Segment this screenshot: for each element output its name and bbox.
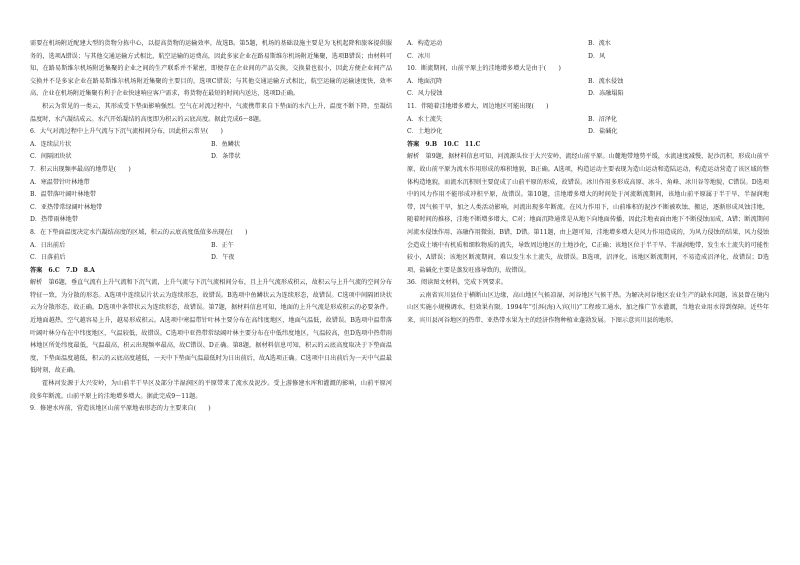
q11-option-a: A．水土流失 [407,115,443,123]
answer-9-11: 答案 9.B 10.C 11.C [407,140,481,148]
question-8: 8．在下垫面温度决定水汽凝结高度的区域，积云的云底高度低值多出现在( ) [30,228,248,236]
passage-huolin-river: 霍林河发源于大兴安岭，为山前半干旱区及部分半湿润区的平原带来了流水及泥沙。受上游修建水库和灌溉的影响，山前平原河段多年断流。山前平原上的洼地增多增大。据此完成9～11题。 [30,380,392,400]
passage-binchuan: 云南省宾川县位于横断山区边缘，高山地区气候凉湿，河谷地区气候干热。为解决河谷地区农业生产的缺水问题，该县曾在境内山区实施小规模调水，但效果有限。1994年“引洱(海)入宾(川)”工程竣工通水，加之推广节水灌溉，当地农业用水得到保障。近些年来，宾川县河谷地区的热带、亚热带水果为主的经济作物种植业蓬勃发展。下图示意宾川县的地形。 [407,291,769,325]
q7-option-b: B．温带落叶阔叶林地带 [30,191,96,199]
question-9-options-row1 [407,38,769,51]
question-9-options-row2 [407,51,769,64]
question-8-options-row2 [30,252,392,265]
q7-option-a: A．寒温带针叶林地带 [30,178,90,186]
left-column [30,38,392,416]
explanation-6-8: 解析 第6题，垂直气流有上升气流和下沉气流，上升气流与下沉气流相间分布，且上升气流形成积云，故积云与上升气流的空间分布特征一致，为分散的形态。A选项中连续层片状云为连续形态，故错误。B选项中鱼鳞状云为连续形态，故错误。C选项中间隔团块状云为分散形态，故正确。D选项中条带状云为连续形态，故错误。第7题，据材料信息可知，地面的上升气流是形成积云的必要条件。近地面越热，空气越容易上升，越易形成积云。A选项中寒温带针叶林主要分布在高纬度地区，地面气温低，故错误。B选项中温带落叶阔叶林分布在中纬度地区，气温较低，故错误。C选项中亚热带常绿阔叶林主要分布在中低纬度地区，气温较高，但D选项中热带雨林地区所处纬度最低，气温最高，积云出现频率最高，故C错误、D正确。第8题，据材料信息可知，积云的云底高度取决于下垫面温度，下垫面温度越低，积云的云底高度越低，一天中下垫面气温最低时为日出前后，故A选项正确。C选项中日出前后为一天中气温最低时刻，故正确。 [30,279,392,375]
question-6-options-row1 [30,139,392,152]
q6-option-a: A．连续层片状 [30,140,72,148]
q10-option-a: A．地面沉降 [407,77,443,85]
q8-option-b: B．正午 [211,241,234,249]
q11-option-c: C．土地沙化 [407,128,443,136]
q10-option-c: C．风力侵蚀 [407,90,443,98]
q11-option-b: B．沼泽化 [588,115,618,123]
question-7: 7．积云出现频率最高的地带是( ) [30,165,131,173]
q8-option-c: C．日落前后 [30,254,66,262]
q8-option-a: A．日出前后 [30,241,66,249]
passage-cumulus: 积云为常见的一类云，其形成受下垫面影响强烈。空气在对流过程中，气流携带来自下垫面的水汽上升，温度不断下降，至凝结温度时，水汽凝结成云。水汽开始凝结的高度即为积云的云底高度。据此完成6～8题。 [30,102,392,123]
question-11-options-row1 [407,114,769,127]
q7-option-d: D．热带雨林地带 [30,216,78,224]
q6-option-d: D．条带状 [211,153,241,161]
q9-option-b: B．流水 [588,40,611,47]
question-11: 11．伴随着洼地增多增大，周边地区可能出现( ) [407,102,549,110]
question-10-options-row1 [407,76,769,89]
question-9: 9．修建水库前，营造该地区山前平原地表形态的力主要来自( ) [30,405,211,413]
question-10: 10．断流期间，山前平原上的洼地增多增大是由于( ) [407,65,561,73]
question-36: 36．阅读图文材料，完成下列要求。 [407,279,507,287]
q6-option-c: C．间隔团块状 [30,153,72,161]
q9-option-d: D．风 [588,52,606,60]
question-6-options-row2 [30,151,392,164]
question-10-options-row2 [407,88,769,101]
q9-option-c: C．冰川 [407,52,431,60]
q6-option-b: B．鱼鳞状 [211,140,241,148]
question-6: 6．大气对流过程中上升气流与下沉气流相间分布，因此积云常呈( ) [30,128,223,136]
question-8-options-row1 [30,240,392,253]
q9-option-a: A．构造运动 [407,40,443,47]
q10-option-d: D．冻融塌陷 [588,90,624,98]
question-11-options-row2 [407,126,769,139]
right-column [407,38,769,328]
answer-6-8: 答案 6.C 7.D 8.A [30,266,95,274]
q10-option-b: B．流水侵蚀 [588,77,624,85]
q7-option-c: C．亚热带常绿阔叶林地带 [30,203,103,211]
q11-option-d: D．盐碱化 [588,128,618,136]
paragraph-q5-explanation: 需要在机场附近配建大型的货物分拣中心，以提高货物的运输效率，故选B。第5题，机场的基础设施主要是为飞机起降和旅客提供服务的，选项A错误；与其他交通运输方式相比，航空运输的运费高，因此多家企业在路易斯维尔机场附近集聚，选项B错误；由材料可知，在路易斯维尔机场附近集聚的企业之间的生产联系并不紧密，即便存在企业间的产品交换，交换量也很小，因此方便企业间产品交换并不是多家企业在路易斯维尔机场附近集聚的主要目的，选项C错误；与其他交通运输方式相比，航空运输的运输速度快，效率高，企业在机场附近集聚有利于企业快速响应客户需求，将货物在最短的时间内送达，选项D正确。 [30,40,392,98]
explanation-9-11: 解析 第9题，据材料信息可知，河流源头位于大兴安岭，流经山前平原。山麓地带地势平缓，水流速度减慢，泥沙沉积，形成山前平原，故山前平原为流水作用形成的堆积地貌，B正确。A选项，构造运动主要表现为造山运动和造陆运动，构造运动营造了该区域的整体构造地貌，而流水沉积则主要促成了山前平原的形成，故错误。冰川作用多形成高原、冰斗、角峰、冰川谷等地貌，C错误。D选项中的风力作用不能形成冲积平原，故错误。第10题，洼地增多增大的时间处于河流断流期间，该地山前平原属于半干旱、半湿润地带，因气候干旱，加之人类活动影响，河流出现多年断流。在风力作用下，山前堆积的泥沙不断被吹蚀、搬运，逐渐形成风蚀洼地，随着时间的推移，洼地不断增多增大，C对；地面沉降通常是从地下向地面传播，因此洼地表面由地下不断侵蚀而成，A错；断流期间河流水侵蚀作用、冻融作用微弱，B错，D错。第11题，由上题可知，洼地增多增大是风力作用造成的，为风力侵蚀的结果，风力侵蚀会造成土壤中有机质和细粒物质的流失，导致周边地区的土地沙化，C正确；该地区位于半干旱、半湿润地带，发生水土流失的可能性较小，A错误；该地区断流期间，难以发生水土流失，故错误。B选项，沼泽化，该地区断流期间，不易造成沼泽化，故错误；D选项，盐碱化主要是蒸发旺盛导致的，故错误。 [407,153,769,274]
q8-option-d: D．午夜 [211,254,235,262]
